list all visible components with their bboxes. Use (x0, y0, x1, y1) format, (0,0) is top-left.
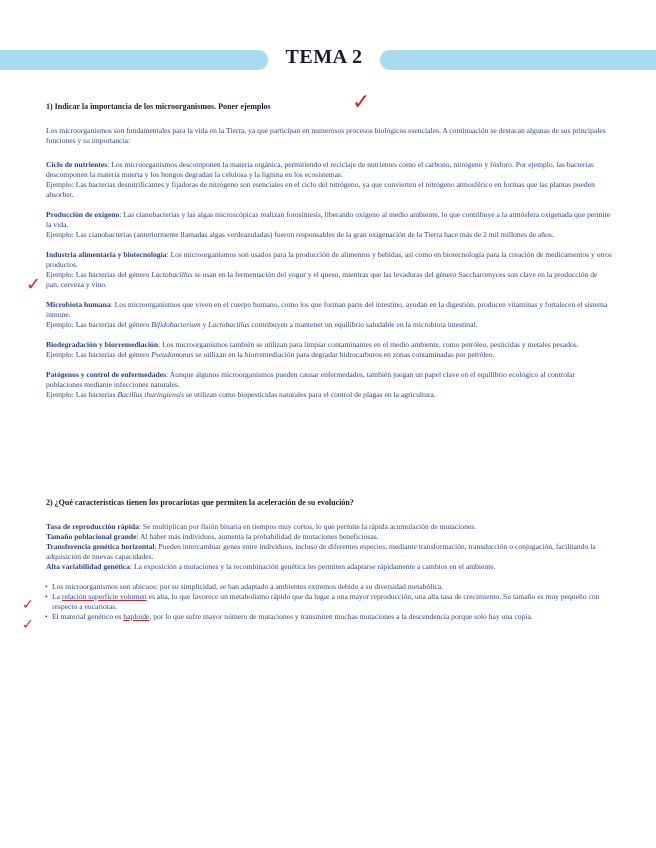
section-patogenos (46, 370, 612, 400)
section-example: Ejemplo: Las bacterias desnitrificantes y fijadoras de nitrógeno son esenciales en el ciclo del nitrógeno, ya que convierten el nitrógeno atmosférico en formas que las plantas pueden absorber. (46, 180, 595, 199)
section-term: Microbiota humana (46, 300, 111, 309)
section-text: : Las cianobacterias y las algas microscópicas realizan fotosíntesis, liberando oxígeno al medio ambiente, lo que contribuye a la atmósfera oxigenada que permite la vida. (46, 210, 611, 229)
section-microbiota-humana (46, 300, 612, 330)
page-title: TEMA 2 (285, 46, 363, 68)
feature-list (46, 522, 612, 572)
section-industria-alimentaria (46, 250, 612, 290)
section-text: : Aunque algunos microorganismos pueden causar enfermedades, también juegan un papel clave en el equilibrio ecológico al controlar poblaciones mediante infecciones naturales. (46, 370, 576, 389)
section-text: : Los microorganismos son usados para la producción de alimentos y bebidas, así como en biotecnología para la creación de medicamentos y otros productos. (46, 250, 612, 269)
red-checkmark-icon: ✓ (352, 90, 371, 115)
section-produccion-oxigeno (46, 210, 612, 240)
feature-item: Transferencia genética horizontal: Pueden intercambiar genes entre individuos, incluso de diferentes especies, mediante transformación, transducción o conjugación, facilitando la adquisición de nuevas capacidades. (46, 542, 596, 561)
section-term: Producción de oxígeno (46, 210, 120, 219)
question-2 (46, 498, 612, 622)
section-example: Ejemplo: Las bacterias del género Pseudomonas se utilizan en la biorremediación para degradar hidrocarburos en zonas contaminadas por petróleo. (46, 350, 495, 359)
red-checkmark-icon: ✓ (22, 617, 34, 633)
bullet-item: • Los microorganismos son ubicuos: por su simplicidad, se han adaptado a ambientes extremos debido a su diversidad metabólica. (46, 582, 612, 592)
title-banner-left (0, 50, 268, 70)
bullet-item: • La relación superficie volumen es alta, lo que favorece un metabolismo rápido que da lugar a una mayor reproducción, una alta tasa de crecimiento. Su tamaño es muy pequeño con respecto a eucariotas. (46, 592, 612, 612)
section-example: Ejemplo: Las bacterias del género Bifidobacterium y Lactobacillus contribuyen a mantener un equilibrio saludable en la microbiota intestinal. (46, 320, 478, 329)
section-term: Industria alimentaria y biotecnología (46, 250, 167, 259)
section-ciclo-nutrientes (46, 160, 612, 200)
bullet-list (46, 582, 612, 622)
title-banner-right (380, 50, 656, 70)
feature-item: Tamaño poblacional grande: Al haber más individuos, aumenta la probabilidad de mutaciones beneficiosas. (46, 532, 379, 541)
feature-item: Alta variabilidad genética: La exposición a mutaciones y la recombinación genética les permiten adaptarse rápidamente a cambios en el ambiente. (46, 562, 496, 571)
section-term: Biodegradación y biorremediación (46, 340, 159, 349)
section-term: Patógenos y control de enfermedades (46, 370, 167, 379)
section-example: Ejemplo: Las cianobacterias (anteriormente llamadas algas verdeazuladas) fueron responsables de la gran oxigenación de la Tierra hace más de 2 mil millones de años. (46, 230, 554, 239)
bullet-item: • El material genético es haploide, por lo que sufre mayor número de mutaciones y transmiten muchas mutaciones a la descendencia porque solo hay una copia. (46, 612, 612, 622)
section-text: : Los microorganismos descomponen la materia orgánica, permitiendo el reciclaje de nutrientes como el carbono, nitrógeno y fósforo. Por ejemplo, las bacterias descomponen la materia muerta y los hongos degradan la celulosa y la lignina en los ecosistemas. (46, 160, 594, 179)
question-1-heading: 1) Indicar la importancia de los microorganismos. Poner ejemplos (46, 102, 271, 111)
section-example: Ejemplo: Las bacterias Bacillus thuringiensis se utilizan como biopesticidas naturales para el control de plagas en la agricultura. (46, 390, 436, 399)
red-checkmark-icon: ✓ (26, 274, 42, 295)
question-1-intro: Los microorganismos son fundamentales para la vida en la Tierra, ya que participan en numerosos procesos biológicos esenciales. A continuación se destacan algunas de sus principales funciones y su importancia: (46, 126, 606, 145)
section-biodegradacion (46, 340, 612, 360)
section-example: Ejemplo: Las bacterias del género Lactobacillus se usan en la fermentación del yogur y el queso, mientras que las levaduras del género Saccharomyces son clave en la producción de pan, cerveza y vino. (46, 270, 598, 289)
question-1 (46, 102, 612, 400)
section-text: : Los microorganismos que viven en el cuerpo humano, como los que forman parte del intestino, ayudan en la digestión, producen vitaminas y fortalecen el sistema inmune. (46, 300, 608, 319)
section-term: Ciclo de nutrientes (46, 160, 108, 169)
question-2-heading: 2) ¿Qué características tienen los procariotas que permiten la aceleración de su evolución? (46, 498, 354, 507)
section-text: : Los microorganismos también se utilizan para limpiar contaminantes en el medio ambiente, como petróleo, pesticidas y metales pesados. (158, 340, 579, 349)
red-checkmark-icon: ✓ (22, 597, 34, 613)
feature-item: Tasa de reproducción rápida: Se multiplican por fisión binaria en tiempos muy cortos, lo que permite la rápida acumulación de mutaciones. (46, 522, 477, 531)
